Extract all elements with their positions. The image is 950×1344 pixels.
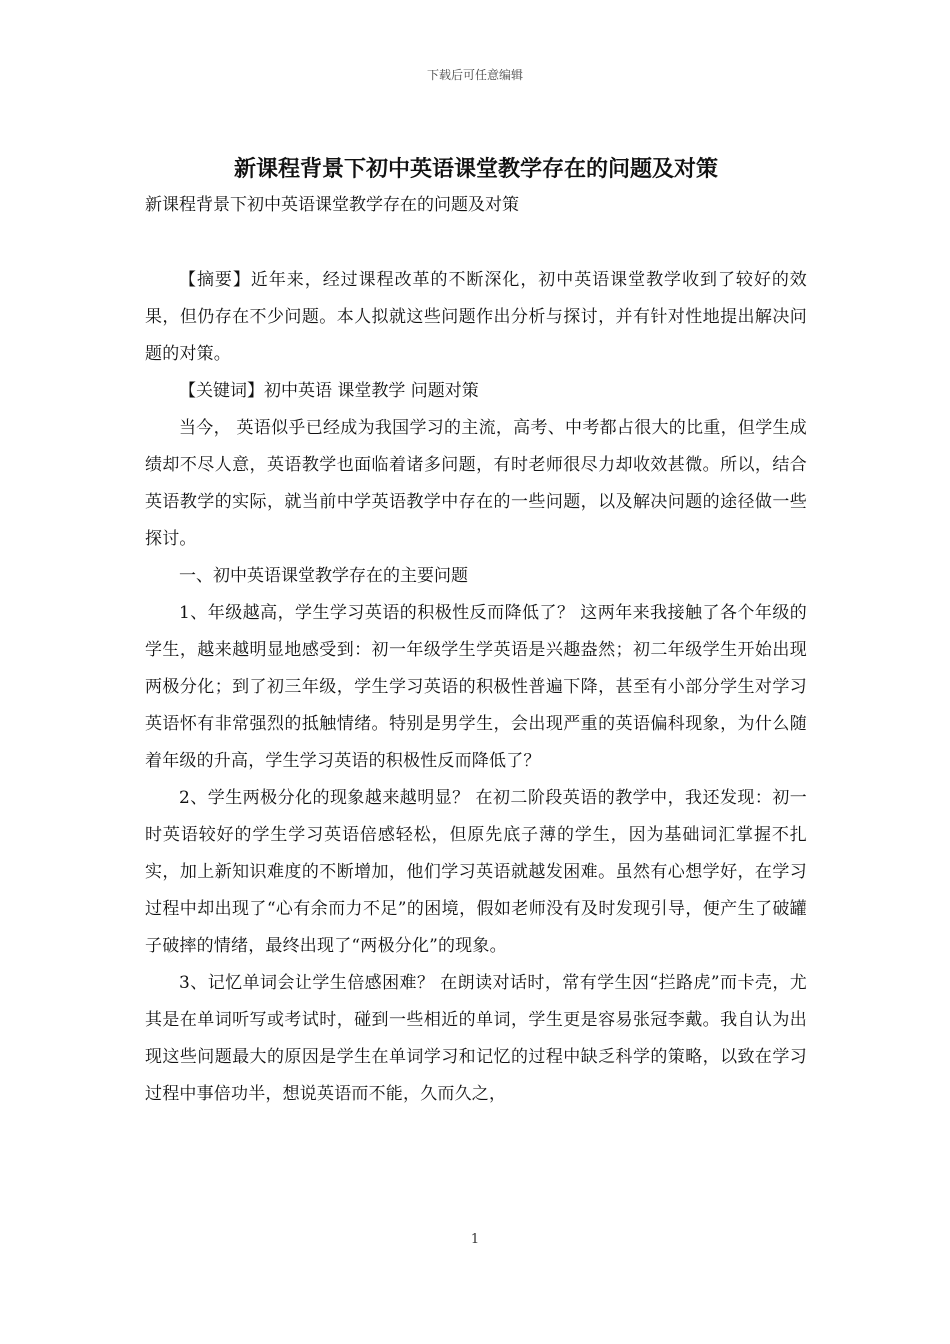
page-number: 1: [470, 1232, 480, 1247]
abstract-paragraph: 【摘要】近年来，经过课程改革的不断深化，初中英语课堂教学收到了较好的效果，但仍存在不少问题。本人拟就这些问题作出分析与探讨，并有针对性地提出解决问题的对策。: [145, 270, 807, 364]
keywords-paragraph: 【关键词】初中英语 课堂教学 问题对策: [179, 381, 479, 401]
intro-paragraph: 当今， 英语似乎已经成为我国学习的主流，高考、中考都占很大的比重，但学生成绩却不尽人意，英语教学也面临着诸多问题，有时老师很尽力却收效甚微。所以，结合英语教学的实际，就当前中学英语教学中存在的一些问题，以及解决问题的途径做一些探讨。: [145, 418, 807, 549]
point-1-paragraph: 1、年级越高，学生学习英语的积极性反而降低了？ 这两年来我接触了各个年级的学生，越来越明显地感受到：初一年级学生学英语是兴趣盎然；初二年级学生开始出现两极分化；到了初三年级，学生学习英语的积极性普遍下降，甚至有小部分学生对学习英语怀有非常强烈的抵触情绪。特别是男学生，会出现严重的英语偏科现象，为什么随着年级的升高，学生学习英语的积极性反而降低了？: [145, 603, 807, 771]
document-title: 新课程背景下初中英语课堂教学存在的问题及对策: [233, 157, 718, 182]
section-heading: 一、初中英语课堂教学存在的主要问题: [179, 566, 468, 586]
spacer: [145, 218, 807, 262]
document-subtitle: 新课程背景下初中英语课堂教学存在的问题及对策: [145, 195, 519, 215]
point-3-paragraph: 3、记忆单词会让学生倍感困难？ 在朗读对话时，常有学生因“拦路虎”而卡壳，尤其是在单词听写或考试时，碰到一些相近的单词，学生更是容易张冠李戴。我自认为出现这些问题最大的原因是学生在单词学习和记忆的过程中缺乏科学的策略，以致在学习过程中事倍功半，想说英语而不能，久而久之，: [145, 973, 807, 1104]
point-2-paragraph: 2、学生两极分化的现象越来越明显？ 在初二阶段英语的教学中，我还发现：初一时英语较好的学生学习英语倍感轻松，但原先底子薄的学生，因为基础词汇掌握不扎实，加上新知识难度的不断增加，他们学习英语就越发困难。虽然有心想学好，在学习过程中却出现了“心有余而力不足”的困境，假如老师没有及时发现引导，便产生了破罐子破摔的情绪，最终出现了“两极分化”的现象。: [145, 788, 807, 956]
document-body: [145, 150, 807, 1113]
header-note: 下载后可任意编辑: [426, 68, 523, 82]
